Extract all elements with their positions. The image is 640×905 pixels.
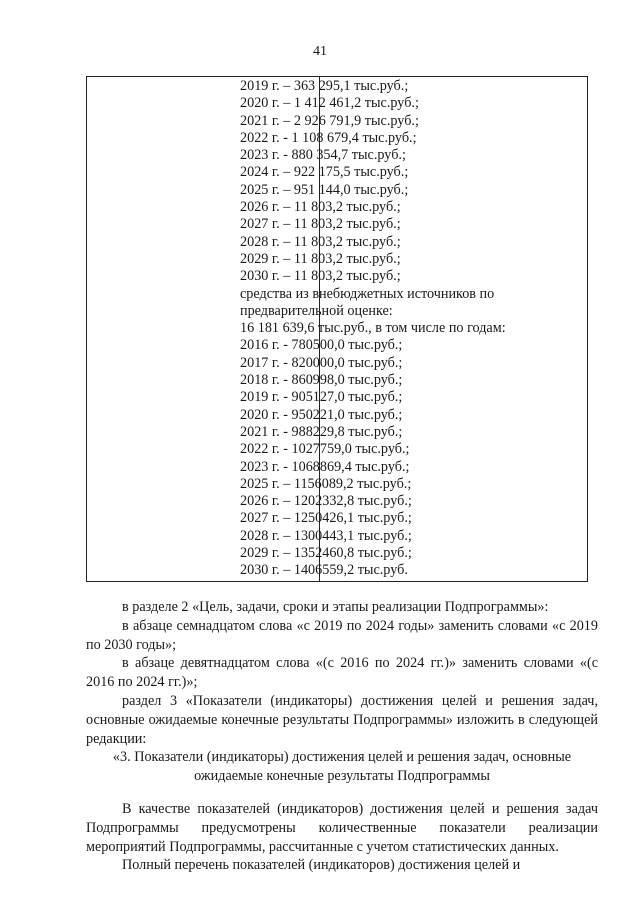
table-line: 2030 г. – 1406559,2 тыс.руб. (240, 562, 408, 579)
table-line: 2019 г. – 363 295,1 тыс.руб.; (240, 78, 409, 94)
table-line: 2023 г. - 1068869,4 тыс.руб.; (240, 458, 410, 475)
table-line: 2026 г. – 11 803,2 тыс.руб.; (240, 199, 401, 216)
table-line: 2021 г. - 988229,8 тыс.руб.; (240, 423, 403, 440)
table-line: предварительной оценке: (240, 302, 393, 319)
table-line: 2018 г. - 860998,0 тыс.руб.; (240, 372, 403, 389)
table-line: 2022 г. - 1 108 679,4 тыс.руб.; (240, 129, 417, 146)
paragraph-abzac-19: в абзаце девятнадцатом слова «(с 2016 по 2024 гг.)» заменить словами «(с 2016 по 2024 гг.)»; (86, 655, 598, 691)
table-line: 2016 г. - 780500,0 тыс.руб.; (240, 337, 403, 354)
table-line: 2027 г. – 1250426,1 тыс.руб.; (240, 510, 412, 527)
table-line: 2029 г. – 1352460,8 тыс.руб.; (240, 545, 412, 562)
table-line: 2025 г. – 1156089,2 тыс.руб.; (240, 475, 412, 492)
paragraph-full-list: Полный перечень показателей (индикаторов) достижения целей и (122, 857, 521, 874)
paragraph-section-2: в разделе 2 «Цель, задачи, сроки и этапы реализации Подпрограммы»: (122, 599, 549, 615)
document-body (86, 598, 598, 875)
table-line: 2030 г. – 11 803,2 тыс.руб.; (240, 268, 401, 285)
page-number: 41 (313, 44, 327, 59)
table-line: 2028 г. – 11 803,2 тыс.руб.; (240, 233, 401, 250)
table-line: 2020 г. - 950221,0 тыс.руб.; (240, 406, 403, 423)
table-line: 2027 г. – 11 803,2 тыс.руб.; (240, 216, 401, 233)
table-line: 2019 г. - 905127,0 тыс.руб.; (240, 389, 403, 406)
table-line: 2020 г. – 1 412 461,2 тыс.руб.; (240, 95, 419, 112)
paragraph-abzac-17: в абзаце семнадцатом слова «с 2019 по 2024 годы» заменить словами «с 2019 по 2030 годы»; (86, 617, 598, 653)
table-line: 2026 г. – 1202332,8 тыс.руб.; (240, 493, 412, 510)
table-line: 2017 г. - 820000,0 тыс.руб.; (240, 354, 403, 371)
table-line: 2024 г. – 922 175,5 тыс.руб.; (240, 164, 409, 181)
financing-table-cell (240, 78, 570, 580)
section-heading-line-1: «3. Показатели (индикаторы) достижения целей и решения задач, основные (112, 749, 572, 766)
section-heading-line-2: ожидаемые конечные результаты Подпрограммы (194, 768, 490, 785)
table-line: 2023 г. - 880 354,7 тыс.руб.; (240, 147, 406, 164)
table-line: 2025 г. – 951 144,0 тыс.руб.; (240, 181, 409, 198)
table-line: 2028 г. – 1300443,1 тыс.руб.; (240, 527, 412, 544)
paragraph-indicators: В качестве показателей (индикаторов) достижения целей и решения задач Подпрограммы предусмотрены количественные показатели реализации мероприятий Подпрограммы, рассчитанные с учетом статистических данных. (86, 800, 598, 855)
table-line: средства из внебюджетных источников по (240, 285, 495, 302)
table-line: 16 181 639,6 тыс.руб., в том числе по годам: (240, 320, 506, 337)
table-line: 2021 г. – 2 926 791,9 тыс.руб.; (240, 112, 419, 129)
table-line: 2022 г. - 1027759,0 тыс.руб.; (240, 441, 410, 458)
table-line: 2029 г. – 11 803,2 тыс.руб.; (240, 250, 401, 267)
paragraph-section-3: раздел 3 «Показатели (индикаторы) достижения целей и решения задач, основные ожидаемые конечные результаты Подпрограммы» изложить в следующей редакции: (86, 692, 598, 747)
